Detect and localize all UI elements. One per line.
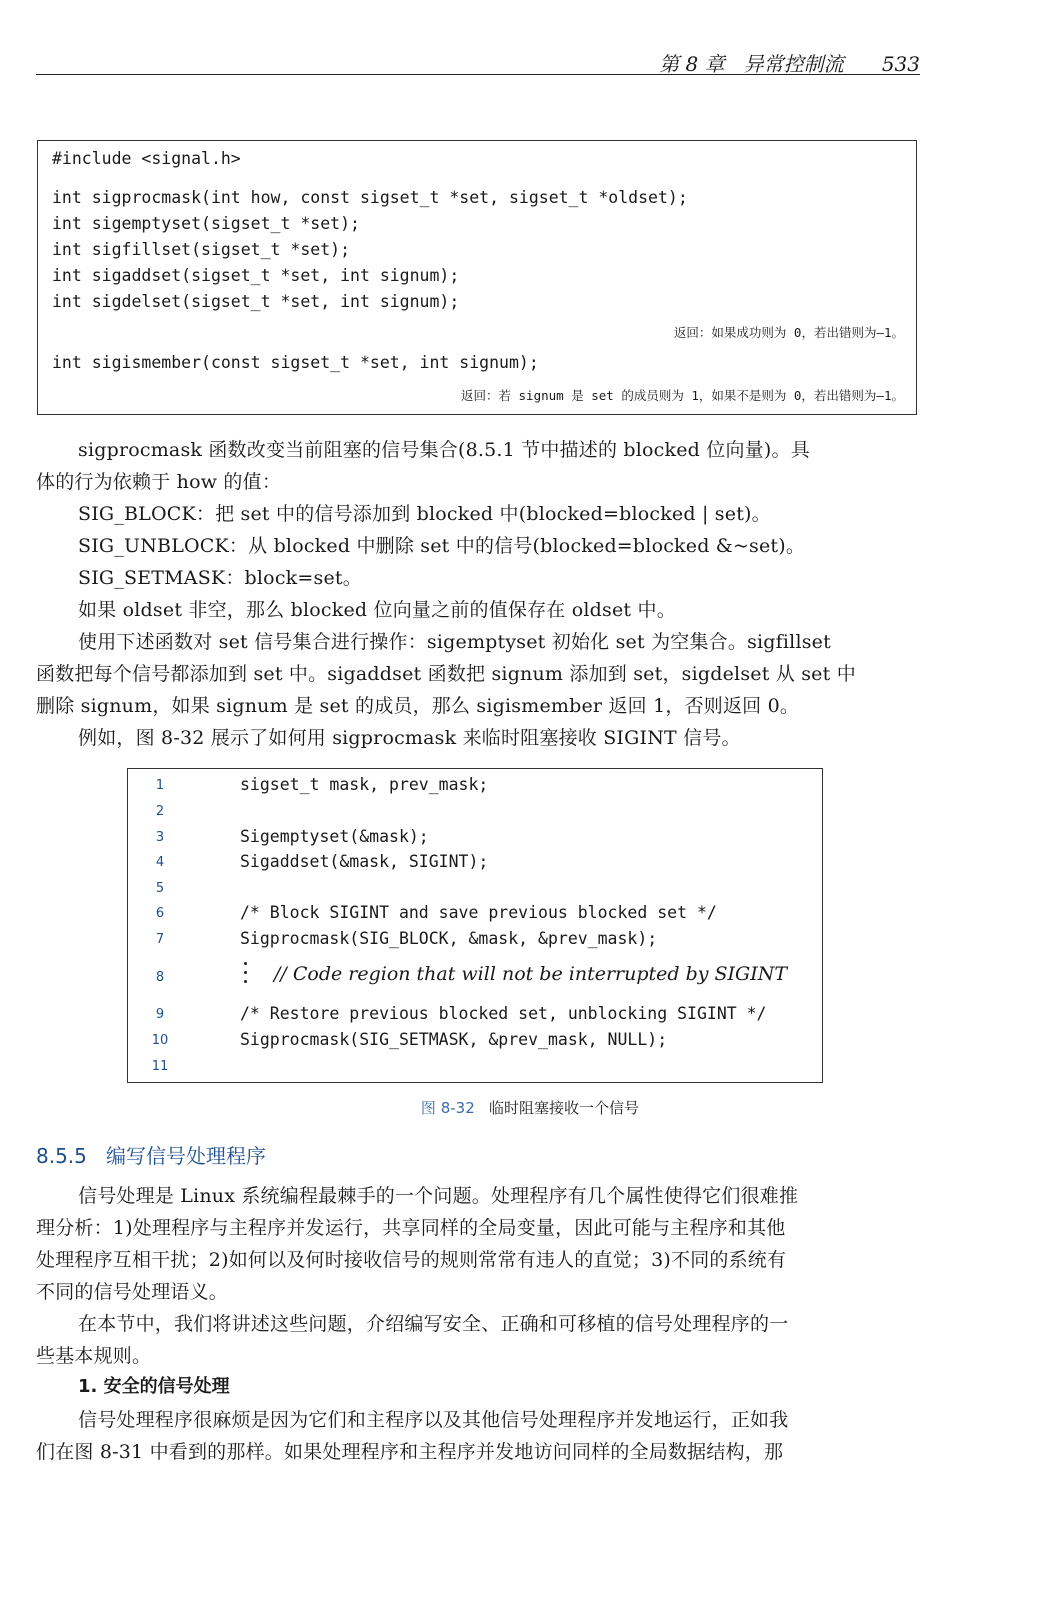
proto-sigismember: int sigismember(const sigset_t *set, int signum); bbox=[52, 353, 539, 372]
item-sig-setmask: SIG_SETMASK：block=set。 bbox=[78, 567, 362, 589]
line-number: 9 bbox=[155, 1007, 165, 1022]
vertical-ellipsis bbox=[244, 962, 250, 989]
proto-sigprocmask: int sigprocmask(int how, const sigset_t *set, sigset_t *oldset); bbox=[52, 188, 688, 207]
figure-code-box bbox=[127, 768, 823, 1083]
return-note-1: 返回：如果成功则为 0，若出错则为—1。 bbox=[673, 325, 904, 340]
line-number: 8 bbox=[155, 970, 165, 985]
line-number: 10 bbox=[151, 1033, 169, 1048]
proto-sigdelset: int sigdelset(sigset_t *set, int signum); bbox=[52, 292, 460, 311]
code-line: sigset_t mask, prev_mask; bbox=[240, 775, 489, 794]
code-region-comment: // Code region that will not be interrupted by SIGINT bbox=[274, 963, 788, 985]
code-line: Sigaddset(&mask, SIGINT); bbox=[240, 852, 489, 871]
figure-label: 图 8-32 bbox=[420, 1099, 475, 1117]
line-number: 7 bbox=[155, 932, 165, 947]
paragraph-sets-3: 删除 signum，如果 signum 是 set 的成员，那么 sigismember 返回 1，否则返回 0。 bbox=[36, 695, 800, 717]
code-line: Sigprocmask(SIG_BLOCK, &mask, &prev_mask); bbox=[240, 929, 658, 948]
paragraph-sigprocmask-1: sigprocmask 函数改变当前阻塞的信号集合(8.5.1 节中描述的 blocked 位向量)。具 bbox=[78, 439, 810, 461]
paragraph-handlers-3: 处理程序互相干扰；2)如何以及何时接收信号的规则常常有违人的直觉；3)不同的系统有 bbox=[36, 1249, 787, 1271]
prototype-box bbox=[37, 140, 917, 415]
proto-sigfillset: int sigfillset(sigset_t *set); bbox=[52, 240, 351, 259]
paragraph-rules-1: 在本节中，我们将讲述这些问题，介绍编写安全、正确和可移植的信号处理程序的一 bbox=[78, 1313, 789, 1335]
line-number: 6 bbox=[155, 906, 165, 921]
line-number: 11 bbox=[151, 1059, 169, 1074]
line-number: 5 bbox=[155, 881, 165, 896]
running-header bbox=[36, 44, 920, 75]
paragraph-sigprocmask-2: 体的行为依赖于 how 的值： bbox=[36, 471, 282, 493]
item-sig-unblock: SIG_UNBLOCK：从 blocked 中删除 set 中的信号(blocked=blocked &~set)。 bbox=[78, 535, 806, 557]
paragraph-sets-2: 函数把每个信号都添加到 set 中。sigaddset 函数把 signum 添加到 set，sigdelset 从 set 中 bbox=[36, 663, 856, 685]
item-sig-block: SIG_BLOCK：把 set 中的信号添加到 blocked 中(blocked=blocked | set)。 bbox=[78, 503, 771, 525]
line-number: 1 bbox=[155, 778, 165, 793]
proto-sigemptyset: int sigemptyset(sigset_t *set); bbox=[52, 214, 360, 233]
chapter-label: 第 8 章 bbox=[659, 52, 725, 76]
proto-sigaddset: int sigaddset(sigset_t *set, int signum); bbox=[52, 266, 460, 285]
paragraph-handlers-4: 不同的信号处理语义。 bbox=[36, 1281, 229, 1303]
paragraph-example: 例如，图 8-32 展示了如何用 sigprocmask 来临时阻塞接收 SIGINT 信号。 bbox=[78, 727, 741, 749]
subsection-heading: 1. 安全的信号处理 bbox=[78, 1376, 230, 1397]
code-line: Sigemptyset(&mask); bbox=[240, 827, 429, 846]
include-line: #include <signal.h> bbox=[52, 149, 241, 168]
line-number: 3 bbox=[155, 830, 165, 845]
section-number: 8.5.5 bbox=[36, 1144, 87, 1168]
return-note-2: 返回：若 signum 是 set 的成员则为 1，如果不是则为 0，若出错则为—1。 bbox=[461, 388, 904, 403]
code-line: /* Block SIGINT and save previous blocked set */ bbox=[240, 903, 717, 922]
section-title: 编写信号处理程序 bbox=[105, 1144, 266, 1168]
paragraph-sets-1: 使用下述函数对 set 信号集合进行操作：sigemptyset 初始化 set 为空集合。sigfillset bbox=[78, 631, 831, 653]
paragraph-handlers-2: 理分析：1)处理程序与主程序并发运行，共享同样的全局变量，因此可能与主程序和其他 bbox=[36, 1217, 786, 1239]
paragraph-handlers-1: 信号处理是 Linux 系统编程最棘手的一个问题。处理程序有几个属性使得它们很难推 bbox=[78, 1185, 799, 1207]
code-line: /* Restore previous blocked set, unblocking SIGINT */ bbox=[240, 1004, 767, 1023]
figure-caption-text: 临时阻塞接收一个信号 bbox=[489, 1099, 640, 1117]
header-right bbox=[659, 48, 920, 77]
chapter-title: 异常控制流 bbox=[743, 52, 844, 76]
paragraph-oldset: 如果 oldset 非空，那么 blocked 位向量之前的值保存在 oldset 中。 bbox=[78, 599, 676, 621]
paragraph-safe-2: 们在图 8-31 中看到的那样。如果处理程序和主程序并发地访问同样的全局数据结构，那 bbox=[36, 1441, 784, 1463]
page-number: 533 bbox=[881, 52, 920, 76]
figure-caption bbox=[0, 1097, 1060, 1118]
paragraph-safe-1: 信号处理程序很麻烦是因为它们和主程序以及其他信号处理程序并发地运行，正如我 bbox=[78, 1409, 789, 1431]
line-number: 4 bbox=[155, 855, 165, 870]
section-heading bbox=[36, 1140, 266, 1169]
paragraph-rules-2: 些基本规则。 bbox=[36, 1345, 152, 1367]
line-number: 2 bbox=[155, 804, 165, 819]
code-line: Sigprocmask(SIG_SETMASK, &prev_mask, NULL); bbox=[240, 1030, 668, 1049]
